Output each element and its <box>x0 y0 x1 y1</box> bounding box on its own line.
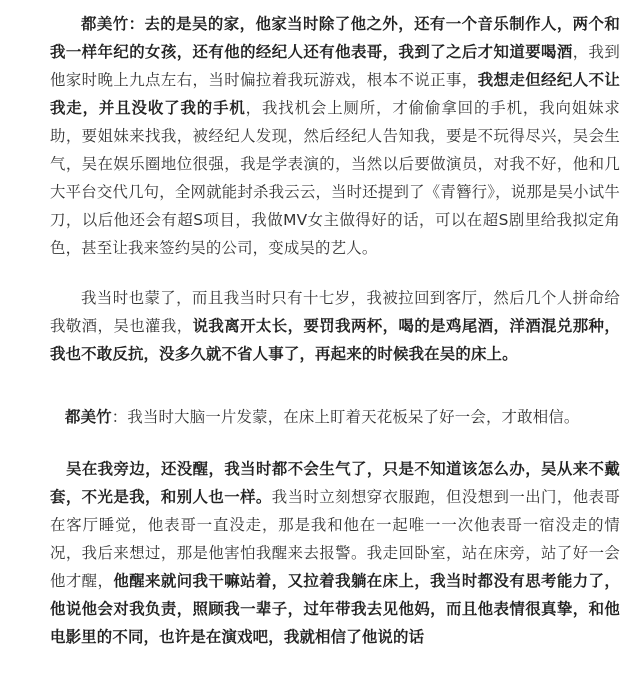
paragraph-1-segment-3: 我想走但经纪人不让我走，并且没收了我的手机 <box>50 71 620 117</box>
paragraph-3-speaker: 都美竹 <box>65 408 112 426</box>
paragraph-4 <box>50 455 620 651</box>
article-body <box>50 10 620 651</box>
paragraph-1-segment-2: ，我到他家时晚上九点左右，当时偏拉着我玩游戏，根本不说正事， <box>50 43 620 89</box>
paragraph-1-segment-4: ，我找机会上厕所，才偷偷拿回的手机，我向姐妹求助，要姐妹来找我，被经纪人发现，然后经纪人告知我，要是不玩得尽兴，吴会生气，吴在娱乐圈地位很强，我是学表演的，当然以后要做演员，对我不好，他和几大平台交代几句，全网就能封杀我云云，当时还提到了《青簪行》，说那是吴小试牛刀，以后他还会有超S项目，我做MV女主做得好的话，可以在超S剧里给我拟定角色，甚至让我来签约吴的公司，变成吴的艺人。 <box>50 99 620 257</box>
paragraph-2 <box>50 284 620 368</box>
paragraph-1 <box>50 10 620 262</box>
paragraph-4-segment-1: 吴在我旁边，还没醒，我当时都不会生气了，只是不知道该怎么办，吴从来不戴套，不光是我，和别人也一样。 <box>50 460 620 506</box>
paragraph-3 <box>50 403 620 431</box>
paragraph-4-segment-3: 他醒来就问我干嘛站着，又拉着我躺在床上，我当时都没有思考能力了，他说他会对我负责，照顾我一辈子，过年带我去见他妈，而且他表情很真挚，和他电影里的不同，也许是在演戏吧，我就相信了他说的话 <box>50 572 620 646</box>
paragraph-2-segment-2: 说我离开太长，要罚我两杯，喝的是鸡尾酒，洋酒混兑那种，我也不敢反抗，没多久就不省人事了，再起来的时候我在吴的床上。 <box>50 317 620 363</box>
paragraph-4-segment-2: 我当时立刻想穿衣服跑，但没想到一出门，他表哥在客厅睡觉，他表哥一直没走，那是我和他在一起唯一一次他表哥一宿没走的情况，我后来想过，那是他害怕我醒来去报警。我走回卧室，站在床旁，站了好一会他才醒， <box>50 488 620 590</box>
paragraph-2-segment-1: 我当时也蒙了，而且我当时只有十七岁，我被拉回到客厅，然后几个人拼命给我敬酒，吴也灌我， <box>50 289 620 335</box>
paragraph-1-segment-1: 都美竹：去的是吴的家，他家当时除了他之外，还有一个音乐制作人，两个和我一样年纪的女孩，还有他的经纪人还有他表哥，我到了之后才知道要喝酒 <box>50 15 620 61</box>
paragraph-3-segment-2: ：我当时大脑一片发蒙，在床上盯着天花板呆了好一会，才敢相信。 <box>111 408 580 426</box>
